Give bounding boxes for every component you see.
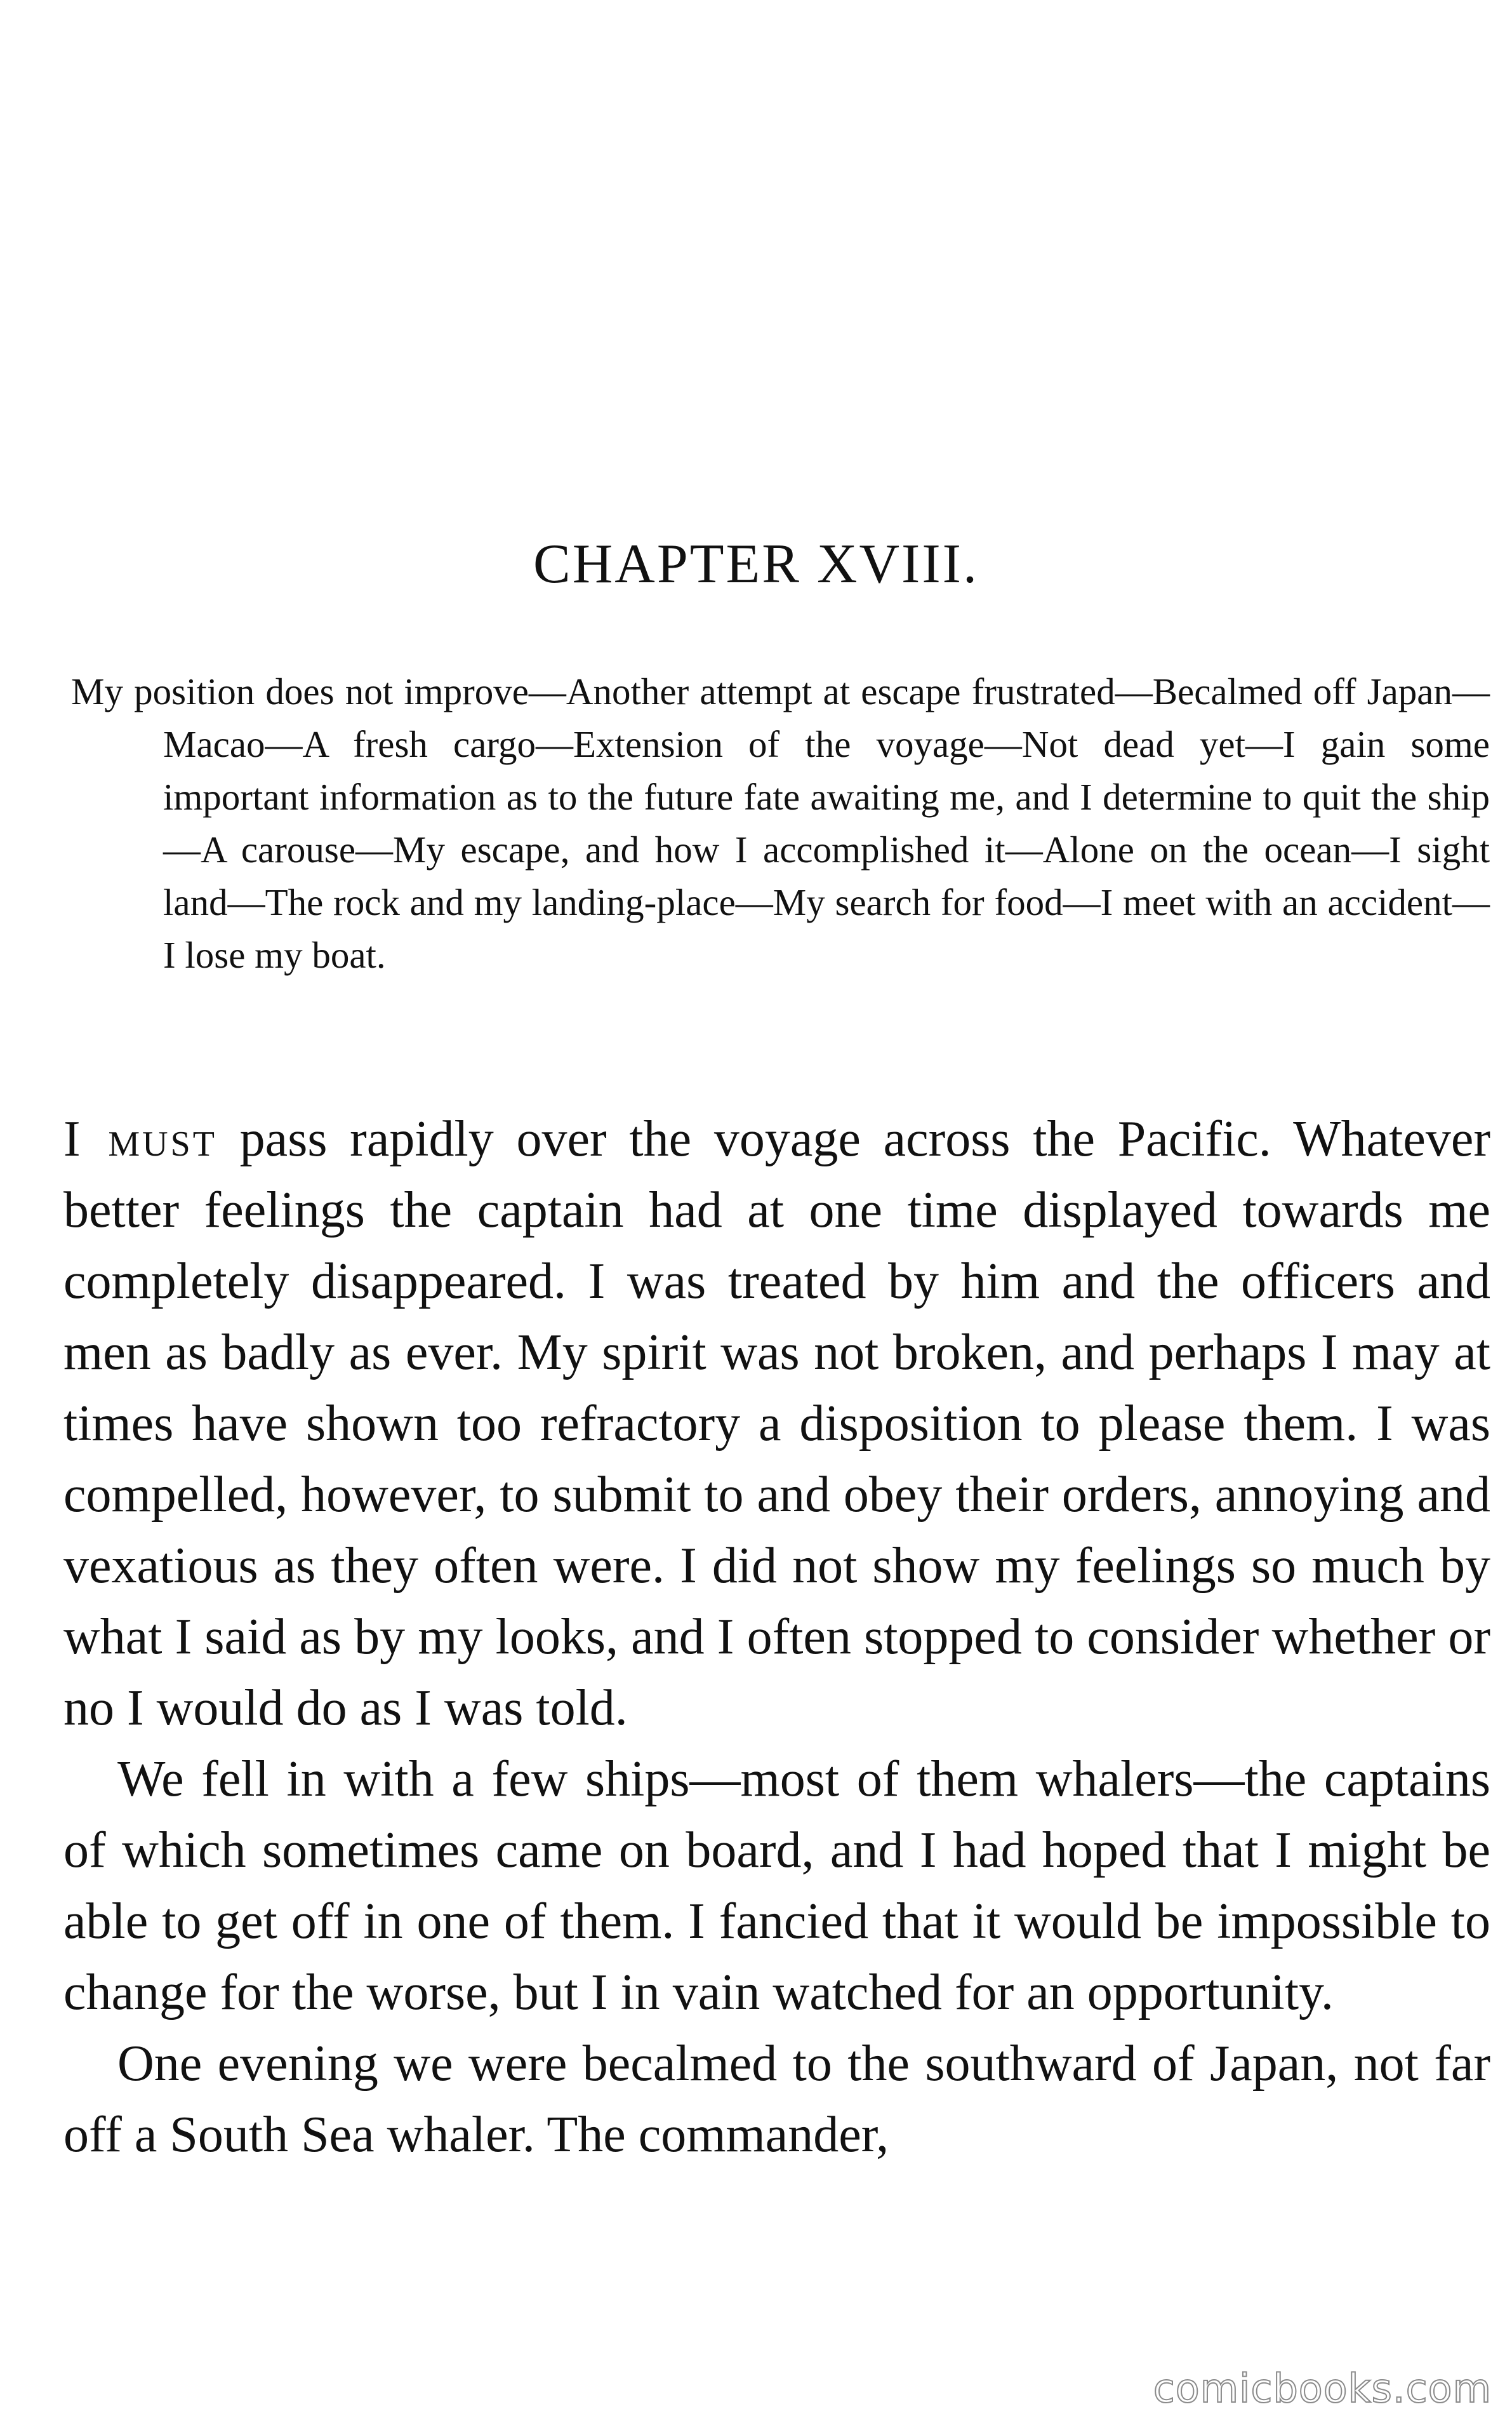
paragraph-1-text: pass rapidly over the voyage across the Pacific. Whatever better feelings the captain had at one time displayed towards me completely disappeared. I was treated by him and the officers and men as badly as ever. My spirit was not broken, and perhaps I may at times have shown too refractory a disposition to please them. I was compelled, however, to submit to and obey their orders, annoying and vexatious as they often were. I did not show my feelings so much by what I said as by my looks, and I often stopped to consider whether or no I would do as I was told. (63, 1111, 1490, 1736)
paragraph-1-lead: I must (63, 1111, 217, 1167)
paragraph-2: We fell in with a few ships—most of them whalers—the captains of which sometimes came on board, and I had hoped that I might be able to get off in one of them. I fancied that it would be impossible to change for the worse, but I in vain watched for an opportunity. (63, 1751, 1490, 2020)
body-text (63, 1104, 1490, 2170)
paragraph-1 (63, 1104, 1490, 1744)
watermark: comicbooks.com (1153, 2365, 1492, 2412)
chapter-synopsis: My position does not improve—Another attempt at escape frustrated—Becalmed off Japan—Macao—A fresh cargo—Extension of the voyage—Not dead yet—I gain some important information as to the future fate awaiting me, and I determine to quit the ship—A carouse—My escape, and how I accomplished it—Alone on the ocean—I sight land—The rock and my landing-place—My search for food—I meet with an accident—I lose my boat. (71, 671, 1490, 976)
chapter-title: CHAPTER XVIII. (533, 533, 979, 595)
paragraph-3: One evening we were becalmed to the southward of Japan, not far off a South Sea whaler. The commander, (63, 2036, 1490, 2163)
